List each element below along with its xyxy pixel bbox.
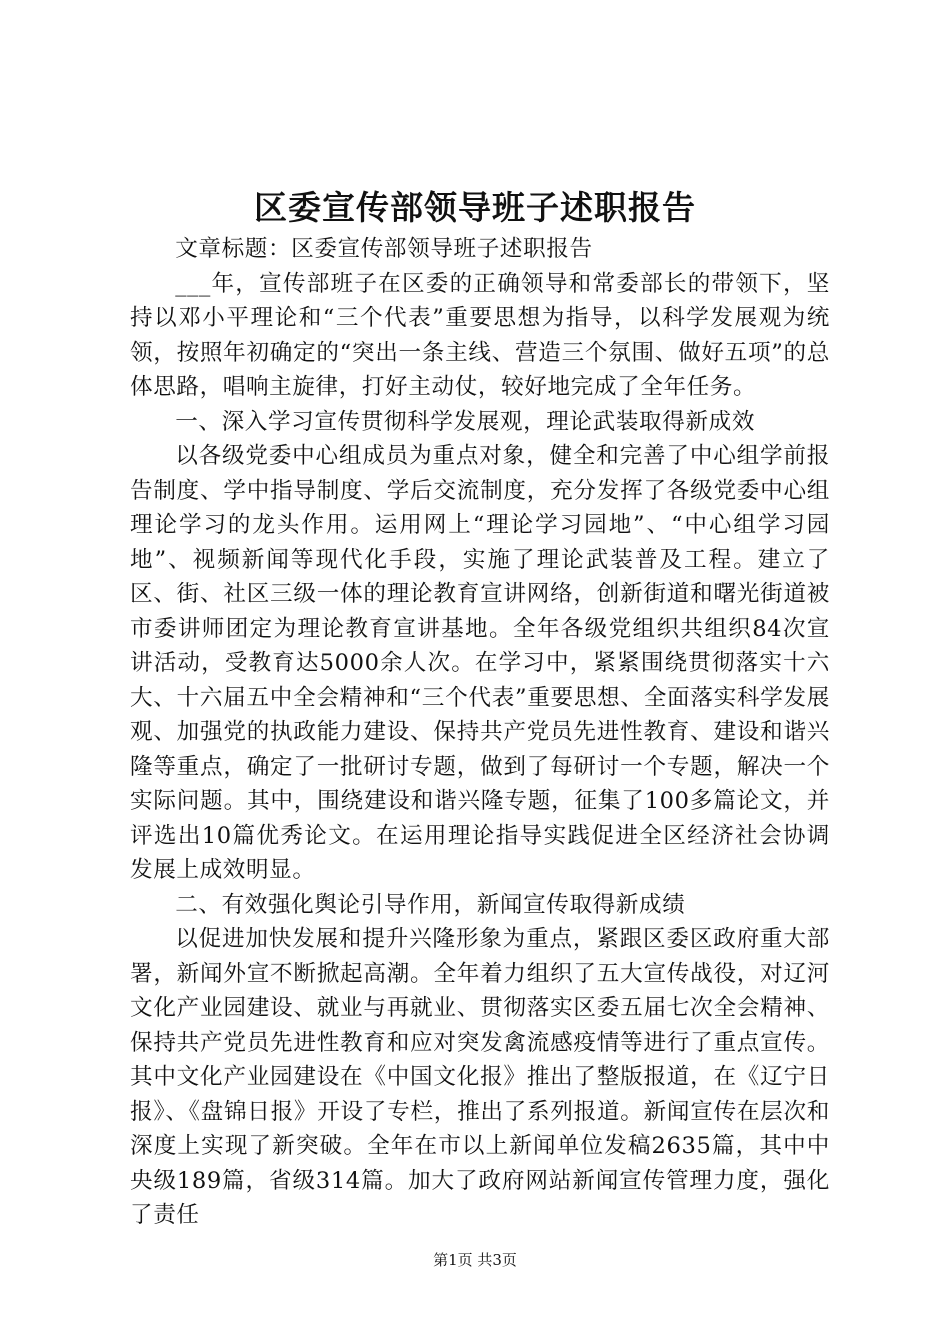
document-body	[130, 232, 830, 1233]
section-heading-1: 一、深入学习宣传贯彻科学发展观，理论武装取得新成效	[175, 408, 756, 435]
section-1-paragraph: 以各级党委中心组成员为重点对象，健全和完善了中心组学前报告制度、学中指导制度、学后交流制度，充分发挥了各级党委中心组理论学习的龙头作用。运用网上“理论学习园地”、“中心组学习园地”、视频新闻等现代化手段，实施了理论武装普及工程。建立了区、街、社区三级一体的理论教育宣讲网络，创新街道和曙光街道被市委讲师团定为理论教育宣讲基地。全年各级党组织共组织84次宣讲活动，受教育达5000余人次。在学习中，紧紧围绕贯彻落实十六大、十六届五中全会精神和“三个代表”重要思想、全面落实科学发展观、加强党的执政能力建设、保持共产党员先进性教育、建设和谐兴隆等重点，确定了一批研讨专题，做到了每研讨一个专题，解决一个实际问题。其中，围绕建设和谐兴隆专题，征集了100多篇论文，并评选出10篇优秀论文。在运用理论指导实践促进全区经济社会协调发展上成效明显。	[130, 443, 830, 883]
section-heading-2: 二、有效强化舆论引导作用，新闻宣传取得新成绩	[175, 891, 686, 918]
section-2-paragraph: 以促进加快发展和提升兴隆形象为重点，紧跟区委区政府重大部署，新闻外宣不断掀起高潮。全年着力组织了五大宣传战役，对辽河文化产业园建设、就业与再就业、贯彻落实区委五届七次全会精神、保持共产党员先进性教育和应对突发禽流感疫情等进行了重点宣传。其中文化产业园建设在《中国文化报》推出了整版报道，在《辽宁日报》、《盘锦日报》开设了专栏，推出了系列报道。新闻宣传在层次和深度上实现了新突破。全年在市以上新闻单位发稿2635篇，其中中央级189篇，省级314篇。加大了政府网站新闻宣传管理力度，强化了责任	[130, 926, 830, 1228]
page-number-footer: 第1页 共3页	[433, 1251, 517, 1269]
intro-paragraph: ___年，宣传部班子在区委的正确领导和常委部长的带领下，坚持以邓小平理论和“三个代表”重要思想为指导，以科学发展观为统领，按照年初确定的“突出一条主线、营造三个氛围、做好五项”的总体思路，唱响主旋律，打好主动仗，较好地完成了全年任务。	[130, 270, 830, 400]
article-title-line: 文章标题：区委宣传部领导班子述职报告	[175, 236, 593, 262]
document-title: 区委宣传部领导班子述职报告	[254, 188, 696, 227]
